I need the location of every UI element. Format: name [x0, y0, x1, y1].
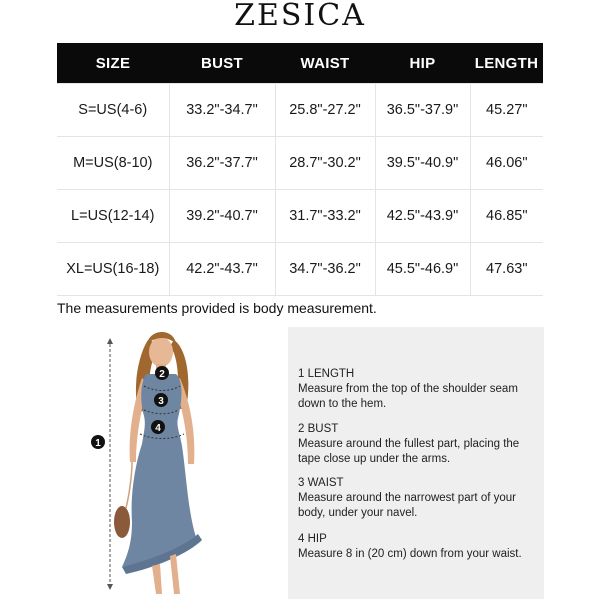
head	[149, 337, 173, 367]
header-bust: BUST	[169, 43, 275, 84]
cell-size: L=US(12-14)	[57, 190, 169, 243]
cell-size: S=US(4-6)	[57, 84, 169, 137]
cell-bust: 42.2"-43.7"	[169, 243, 275, 296]
svg-text:3: 3	[158, 396, 164, 407]
cell-bust: 39.2"-40.7"	[169, 190, 275, 243]
guide-title: 3 WAIST	[298, 477, 344, 489]
guide-desc: Measure around the narrowest part of your body, under your navel.	[298, 492, 516, 519]
cell-hip: 36.5"-37.9"	[375, 84, 470, 137]
cell-hip: 45.5"-46.9"	[375, 243, 470, 296]
measurement-note: The measurements provided is body measurement.	[57, 300, 377, 316]
guide-item-bust	[298, 422, 538, 467]
header-hip: HIP	[375, 43, 470, 84]
left-leg	[152, 564, 162, 594]
marker-2	[155, 366, 169, 380]
guide-item-waist	[298, 476, 538, 521]
table-row	[57, 243, 543, 296]
brand-logo: ZESICA	[234, 0, 366, 33]
guide-desc: Measure around the fullest part, placing the tape close up under the arms.	[298, 438, 520, 465]
svg-text:4: 4	[155, 423, 161, 434]
guide-title: 4 HIP	[298, 533, 327, 545]
marker-4	[151, 420, 165, 434]
cell-length: 47.63"	[470, 243, 543, 296]
cell-length: 45.27"	[470, 84, 543, 137]
cell-bust: 33.2"-34.7"	[169, 84, 275, 137]
guide-title: 2 BUST	[298, 423, 339, 435]
guide-title: 1 LENGTH	[298, 368, 355, 380]
model-illustration	[70, 322, 280, 600]
guide-desc: Measure from the top of the shoulder seam down to the hem.	[298, 383, 518, 410]
cell-waist: 28.7"-30.2"	[275, 137, 375, 190]
size-chart-table	[57, 43, 543, 296]
svg-text:2: 2	[159, 369, 165, 380]
guide-item-hip	[298, 532, 538, 562]
cell-length: 46.06"	[470, 137, 543, 190]
marker-1	[91, 435, 105, 449]
marker-3	[154, 393, 168, 407]
cell-waist: 25.8"-27.2"	[275, 84, 375, 137]
cell-size: M=US(8-10)	[57, 137, 169, 190]
cell-waist: 34.7"-36.2"	[275, 243, 375, 296]
table-row	[57, 84, 543, 137]
right-leg	[170, 554, 180, 594]
model-photo	[70, 322, 280, 600]
handbag	[114, 506, 130, 538]
header-size: SIZE	[57, 43, 169, 84]
cell-length: 46.85"	[470, 190, 543, 243]
cell-waist: 31.7"-33.2"	[275, 190, 375, 243]
guide-item-length	[298, 367, 538, 412]
header-length: LENGTH	[470, 43, 543, 84]
table-row	[57, 190, 543, 243]
guide-desc: Measure 8 in (20 cm) down from your waist.	[298, 548, 522, 560]
header-waist: WAIST	[275, 43, 375, 84]
cell-bust: 36.2"-37.7"	[169, 137, 275, 190]
table-row	[57, 137, 543, 190]
svg-text:1: 1	[95, 438, 101, 449]
cell-hip: 39.5"-40.9"	[375, 137, 470, 190]
cell-hip: 42.5"-43.9"	[375, 190, 470, 243]
measurement-guide-panel	[288, 327, 544, 599]
cell-size: XL=US(16-18)	[57, 243, 169, 296]
table-header-row	[57, 43, 543, 84]
